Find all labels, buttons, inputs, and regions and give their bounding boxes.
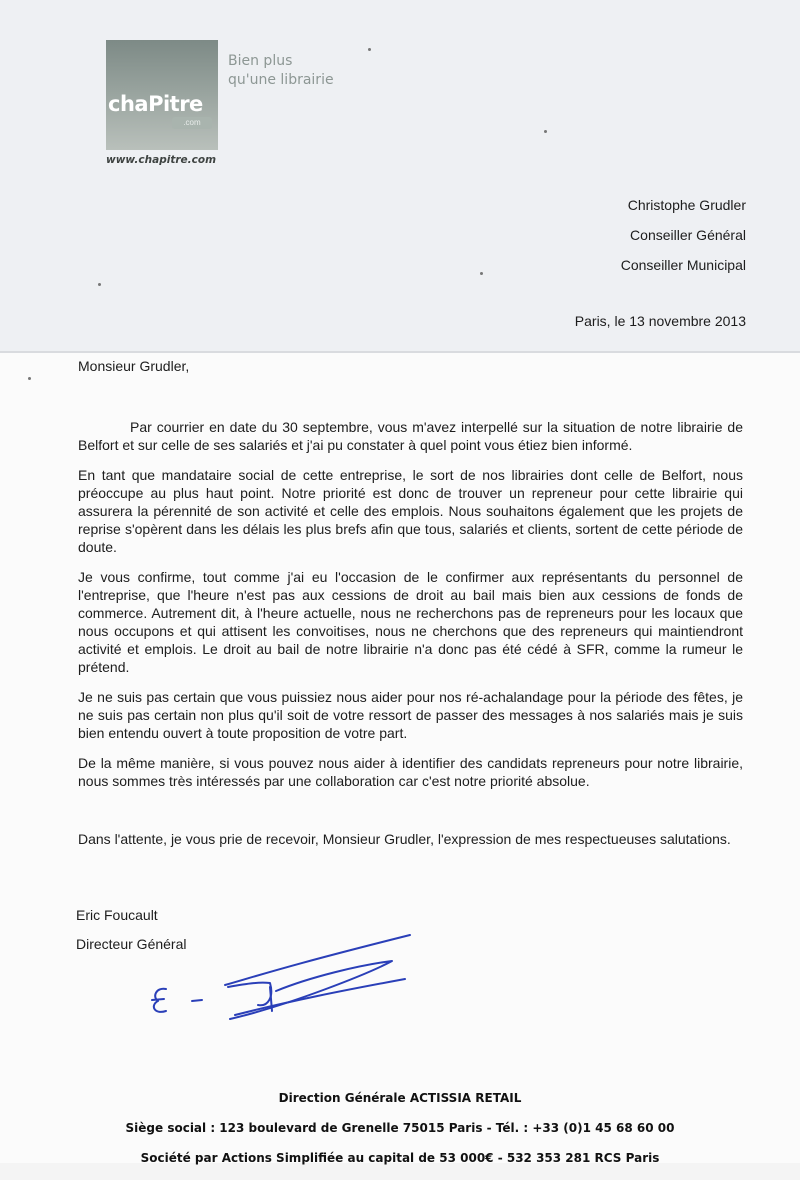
salutation: Monsieur Grudler, (78, 358, 190, 374)
scan-speck (98, 283, 101, 286)
logo-tag: .com (172, 117, 212, 129)
scan-speck (544, 130, 547, 133)
paragraph-1: Par courrier en date du 30 septembre, vous m'avez interpellé sur la situation de notre librairie de Belfort et sur celle de ses salariés et j'ai pu constater à quel point vous étiez bien informé. (78, 419, 743, 453)
recipient-name: Christophe Grudler (627, 197, 746, 213)
footer-address: Siège social : 123 boulevard de Grenelle 75015 Paris - Tél. : +33 (0)1 45 68 60 00 (125, 1121, 675, 1135)
paragraph-4: Je ne suis pas certain que vous puissiez nous aider pour nos ré-achalandage pour la période des fêtes, je ne suis pas certain non plus qu'il soit de votre ressort de passer des messages à nos salariés mais je suis bien entendu ouvert à toute proposition de votre part. (78, 689, 743, 741)
footer-legal: Société par Actions Simplifiée au capital de 53 000€ - 532 353 281 RCS Paris (140, 1151, 660, 1165)
signer-name: Eric Foucault (76, 907, 158, 923)
recipient-block (621, 190, 746, 280)
logo-tagline-line-1: Bien plus (228, 53, 293, 69)
scan-speck (480, 272, 483, 275)
paragraph-5: De la même manière, si vous pouvez nous aider à identifier des candidats repreneurs pour notre librairie, nous sommes très intéressés par une collaboration car c'est notre priorité absolue. (78, 755, 743, 789)
letter-body (78, 418, 743, 802)
recipient-role-2: Conseiller Municipal (620, 257, 746, 273)
logo-tagline-line-2: qu'une librairie (228, 72, 334, 88)
logo-url: www.chapitre.com (106, 154, 217, 166)
signer-title: Directeur Général (76, 936, 187, 952)
scan-speck (28, 377, 31, 380)
paragraph-3: Je vous confirme, tout comme j'ai eu l'occasion de le confirmer aux représentants du personnel de l'entreprise, que l'heure n'est pas aux cessions de droit au bail mais bien aux cessions de fonds de commerce. Autrement dit, à l'heure actuelle, nous ne recherchons pas de repreneurs pour les locaux que nous occupons et qui attisent les convoitises, nous ne cherchons que des repreneurs qui maintiendront activité et emplois. Le droit au bail de notre librairie n'a donc pas été cédé à SFR, comme la rumeur le prétend. (78, 569, 743, 675)
logo-tagline (228, 52, 334, 90)
footer (0, 1090, 800, 1180)
date-line: Paris, le 13 novembre 2013 (574, 313, 746, 329)
scan-speck (368, 48, 371, 51)
recipient-role-1: Conseiller Général (630, 227, 746, 243)
footer-company: Direction Générale ACTISSIA RETAIL (278, 1091, 522, 1105)
handwritten-signature (140, 925, 430, 1025)
paragraph-2: En tant que mandataire social de cette entreprise, le sort de nos librairies dont celle de Belfort, nous préoccupe au plus haut point. Notre priorité est donc de trouver un repreneur pour cette librairie qui assurera la pérennité de son activité et celle des emplois. Nous souhaitons également que les projets de reprise s'opèrent dans les délais les plus brefs afin que tous, salariés et clients, sortent de cette période de doute. (78, 467, 743, 555)
closing-formula: Dans l'attente, je vous prie de recevoir, Monsieur Grudler, l'expression de mes respectueuses salutations. (78, 831, 731, 847)
logo-wordmark: chaPitre (108, 92, 203, 116)
